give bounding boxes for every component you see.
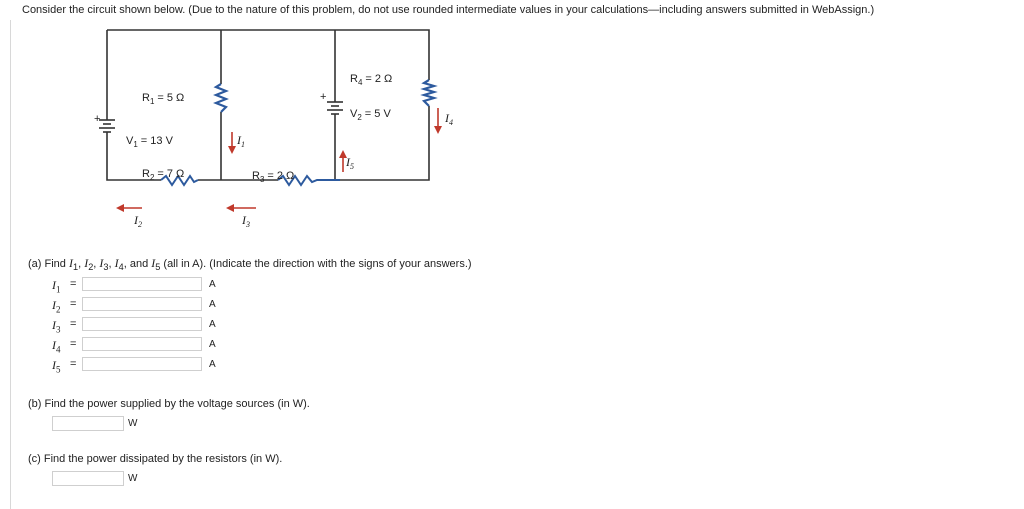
equals-sign: = — [70, 338, 77, 350]
i2-unit: A — [209, 299, 216, 310]
i4-answer-label: $I_4$ — [52, 338, 61, 355]
i2-answer-label: $I_2$ — [52, 298, 61, 315]
i3-unit: A — [209, 319, 216, 330]
resistor-r4 — [424, 80, 434, 106]
v2-plus-sign: + — [320, 91, 327, 103]
i3-label: $I_3$ — [242, 213, 250, 229]
v2-label: $V_2 = 5$ V — [350, 108, 391, 122]
equals-sign: = — [70, 278, 77, 290]
power-supplied-input[interactable] — [52, 416, 124, 431]
i4-input[interactable] — [82, 337, 202, 351]
equals-sign: = — [70, 298, 77, 310]
equals-sign: = — [70, 358, 77, 370]
equals-sign: = — [70, 318, 77, 330]
i2-input[interactable] — [82, 297, 202, 311]
i2-arrowhead — [116, 204, 124, 212]
i1-arrowhead — [228, 146, 236, 154]
i5-answer-label: $I_5$ — [52, 358, 61, 375]
part-a-question: (a) Find $I_1$, $I_2$, $I_3$, $I_4$, and $I_5$ (all in A). (Indicate the direction with the signs of your answers.) — [28, 256, 472, 273]
i2-label: $I_2$ — [134, 213, 142, 229]
i1-label: $I_1$ — [237, 133, 245, 149]
part-b-question: (b) Find the power supplied by the voltage sources (in W). — [28, 398, 310, 410]
battery-v2 — [327, 102, 343, 120]
i4-unit: A — [209, 339, 216, 350]
i1-answer-label: $I_1$ — [52, 278, 61, 295]
v1-label: $V_1 = 13$ V — [126, 135, 173, 149]
battery-v1 — [99, 120, 115, 148]
i3-arrowhead — [226, 204, 234, 212]
r1-label: $R_1 = 5$ Ω — [142, 92, 185, 106]
r2-label: $R_2 = 7$ Ω — [142, 168, 185, 182]
wires — [107, 30, 429, 180]
v1-plus-sign: + — [94, 113, 101, 125]
r4-label: $R_4 = 2$ Ω — [350, 73, 393, 87]
part-c-question: (c) Find the power dissipated by the resistors (in W). — [28, 453, 283, 465]
left-border — [10, 20, 11, 509]
current-arrows — [116, 108, 442, 212]
power-dissipated-input[interactable] — [52, 471, 124, 486]
power-supplied-unit: W — [128, 418, 138, 429]
circuit-diagram — [80, 20, 480, 235]
i4-arrowhead — [434, 126, 442, 134]
i5-unit: A — [209, 359, 216, 370]
i1-unit: A — [209, 279, 216, 290]
i1-input[interactable] — [82, 277, 202, 291]
i3-input[interactable] — [82, 317, 202, 331]
r3-label: $R_3 = 2$ Ω — [252, 170, 295, 184]
i4-label: $I_4$ — [445, 111, 453, 127]
resistor-r1 — [216, 84, 226, 112]
i5-input[interactable] — [82, 357, 202, 371]
i5-label: $I_5$ — [346, 155, 354, 171]
problem-intro: Consider the circuit shown below. (Due to the nature of this problem, do not use rounded intermediate values in your calculations—including answers submitted in WebAssign.) — [22, 4, 875, 16]
power-dissipated-unit: W — [128, 473, 138, 484]
i3-answer-label: $I_3$ — [52, 318, 61, 335]
